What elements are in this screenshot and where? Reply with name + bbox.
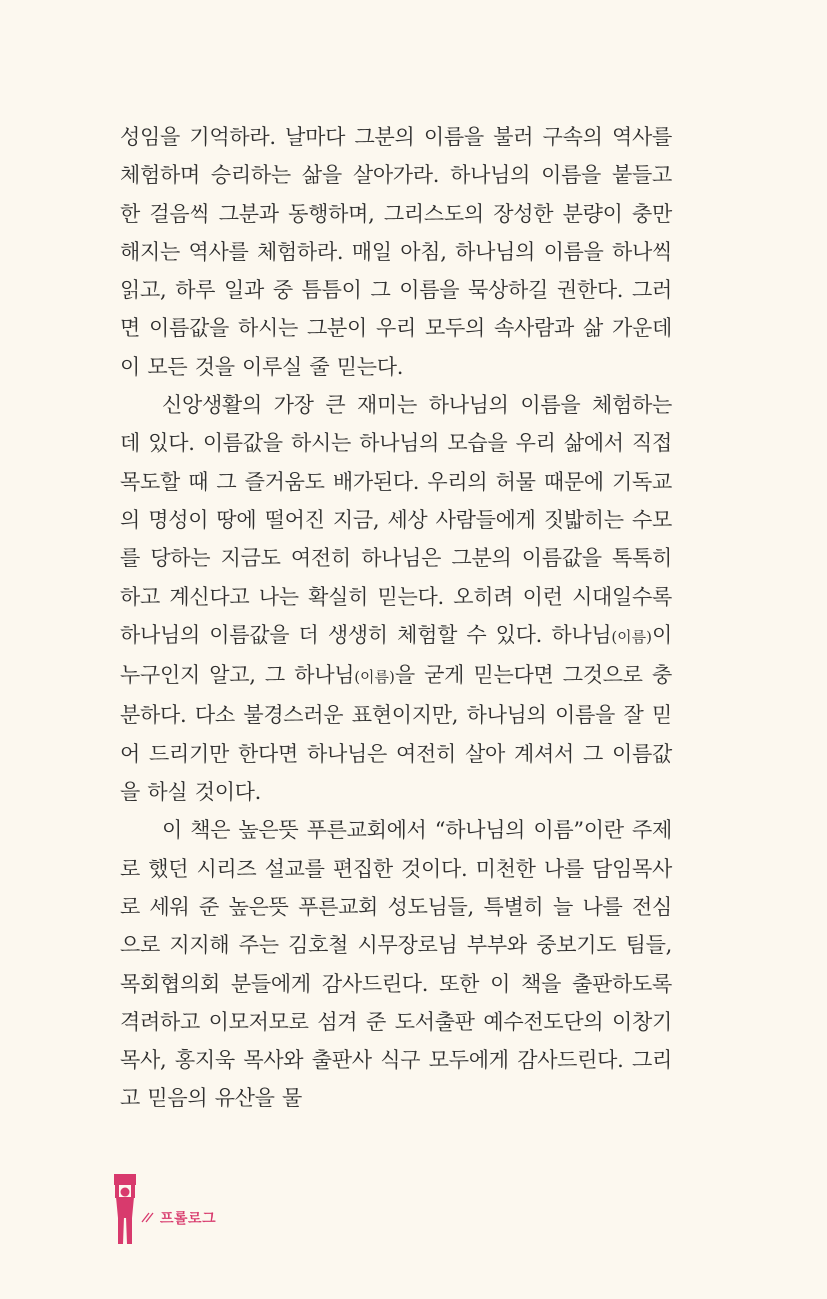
- paragraph-3: 이 책은 높은뜻 푸른교회에서 “하나님의 이름”이란 주제로 했던 시리즈 설교를 편집한 것이다. 미천한 나를 담임목사로 세워 준 높은뜻 푸른교회 성도님들, 특별히 늘 나를 전심으로 지지해 주는 김호철 시무장로님 부부와 중보기도 팀들, 목회협의회 분들에게 감사드린다. 또한 이 책을 출판하도록 격려하고 이모저모로 섬겨 준 도서출판 예수전도단의 이창기 목사, 홍지욱 목사와 출판사 식구 모두에게 감사드린다. 그리고 믿음의 유산을 물: [120, 818, 672, 1111]
- paragraph-2: [120, 386, 672, 811]
- paragraph-2-note-2: (이름): [354, 668, 395, 687]
- person-holding-book-icon: [110, 1172, 144, 1246]
- page-footer: [110, 1172, 310, 1262]
- section-label: 프롤로그: [160, 1211, 217, 1227]
- paragraph-2-part-b: 이 누구인지 알고, 그 하나님: [120, 622, 672, 688]
- paragraph-2-note-1: (이름): [611, 627, 652, 646]
- paragraph-2-part-a: 신앙생활의 가장 큰 재미는 하나님의 이름을 체험하는 데 있다. 이름값을 하시는 하나님의 모습을 우리 삶에서 직접 목도할 때 그 즐거움도 배가된다. 우리의 허물 때문에 기독교의 명성이 땅에 떨어진 지금, 세상 사람들에게 짓밟히는 수모를 당하는 지금도 여전히 하나님은 그분의 이름값을 톡톡히 하고 계신다고 나는 확실히 믿는다. 오히려 이런 시대일수록 하나님의 이름값을 더 생생히 체험할 수 있다. 하나님: [120, 393, 672, 647]
- paragraph-1: 성임을 기억하라. 날마다 그분의 이름을 불러 구속의 역사를 체험하며 승리하는 삶을 살아가라. 하나님의 이름을 붙들고 한 걸음씩 그분과 동행하며, 그리스도의 장성한 분량이 충만해지는 역사를 체험하라. 매일 아침, 하나님의 이름을 하나씩 읽고, 하루 일과 중 틈틈이 그 이름을 묵상하길 권한다. 그러면 이름값을 하시는 그분이 우리 모두의 속사람과 삶 가운데 이 모든 것을 이루실 줄 믿는다.: [120, 125, 672, 379]
- paragraph-2-part-c: 을 굳게 믿는다면 그것으로 충분하다. 다소 불경스러운 표현이지만, 하나님의 이름을 잘 믿어 드리기만 한다면 하나님은 여전히 살아 계셔서 그 이름값을 하실 것이다.: [120, 663, 672, 805]
- body-text: [120, 118, 672, 1118]
- slash-icon: [140, 1210, 156, 1224]
